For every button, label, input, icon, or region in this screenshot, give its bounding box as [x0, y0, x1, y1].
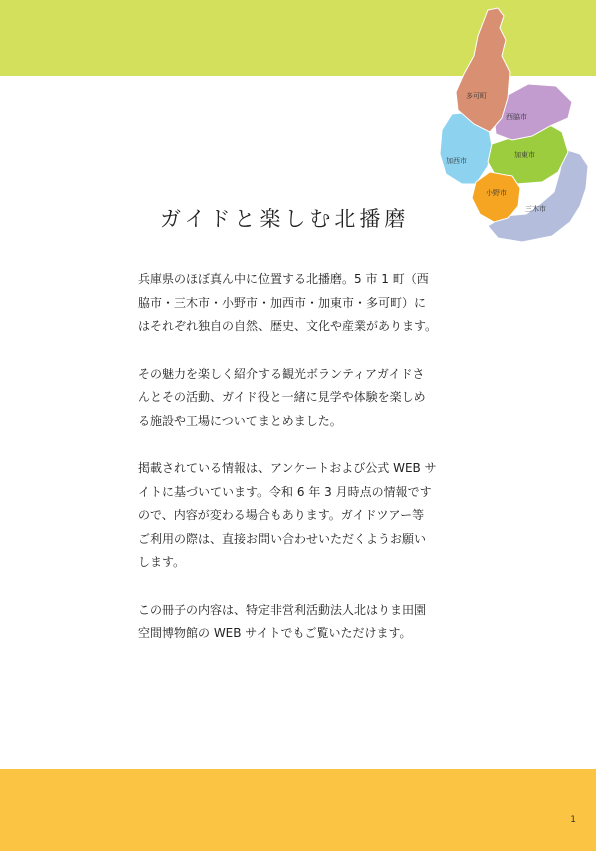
intro-text — [138, 268, 474, 670]
map-label-miki: 三木市 — [525, 205, 546, 213]
paragraph-overview: 兵庫県のほぼ真ん中に位置する北播磨。5 市 1 町（西 脇市・三木市・小野市・加西市・加東市・多可町）に はそれぞれ独自の自然、歴史、文化や産業があります。 — [138, 272, 438, 333]
map-label-kato: 加東市 — [514, 151, 535, 159]
paragraph-purpose: その魅力を楽しく紹介する観光ボランティアガイドさ んとその活動、ガイド役と一緒に見学や体験を楽しめ る施設や工場についてまとめました。 — [138, 366, 426, 428]
bottom-color-band — [0, 769, 596, 851]
map-region-ono — [472, 172, 520, 222]
map-label-ono: 小野市 — [486, 189, 507, 197]
map-label-kasai: 加西市 — [446, 157, 467, 165]
map-label-taka: 多可町 — [466, 92, 487, 100]
page-title: ガイドと楽しむ北播磨 — [160, 207, 410, 231]
map-region-taka — [456, 8, 510, 132]
map-label-nishiwaki: 西脇市 — [506, 113, 527, 121]
page-number: 1 — [570, 815, 576, 825]
paragraph-web-info: この冊子の内容は、特定非営利活動法人北はりま田園 空間博物館の WEB サイトでもご覧いただけます。 — [138, 602, 427, 640]
paragraph-notice: 掲載されている情報は、アンケートおよび公式 WEB サ イトに基づいています。令和 6 年 3 月時点の情報です ので、内容が変わる場合もあります。ガイドツアー等 ご利用の際は、直接お問い合わせいただくようお願い します。 — [138, 461, 437, 569]
